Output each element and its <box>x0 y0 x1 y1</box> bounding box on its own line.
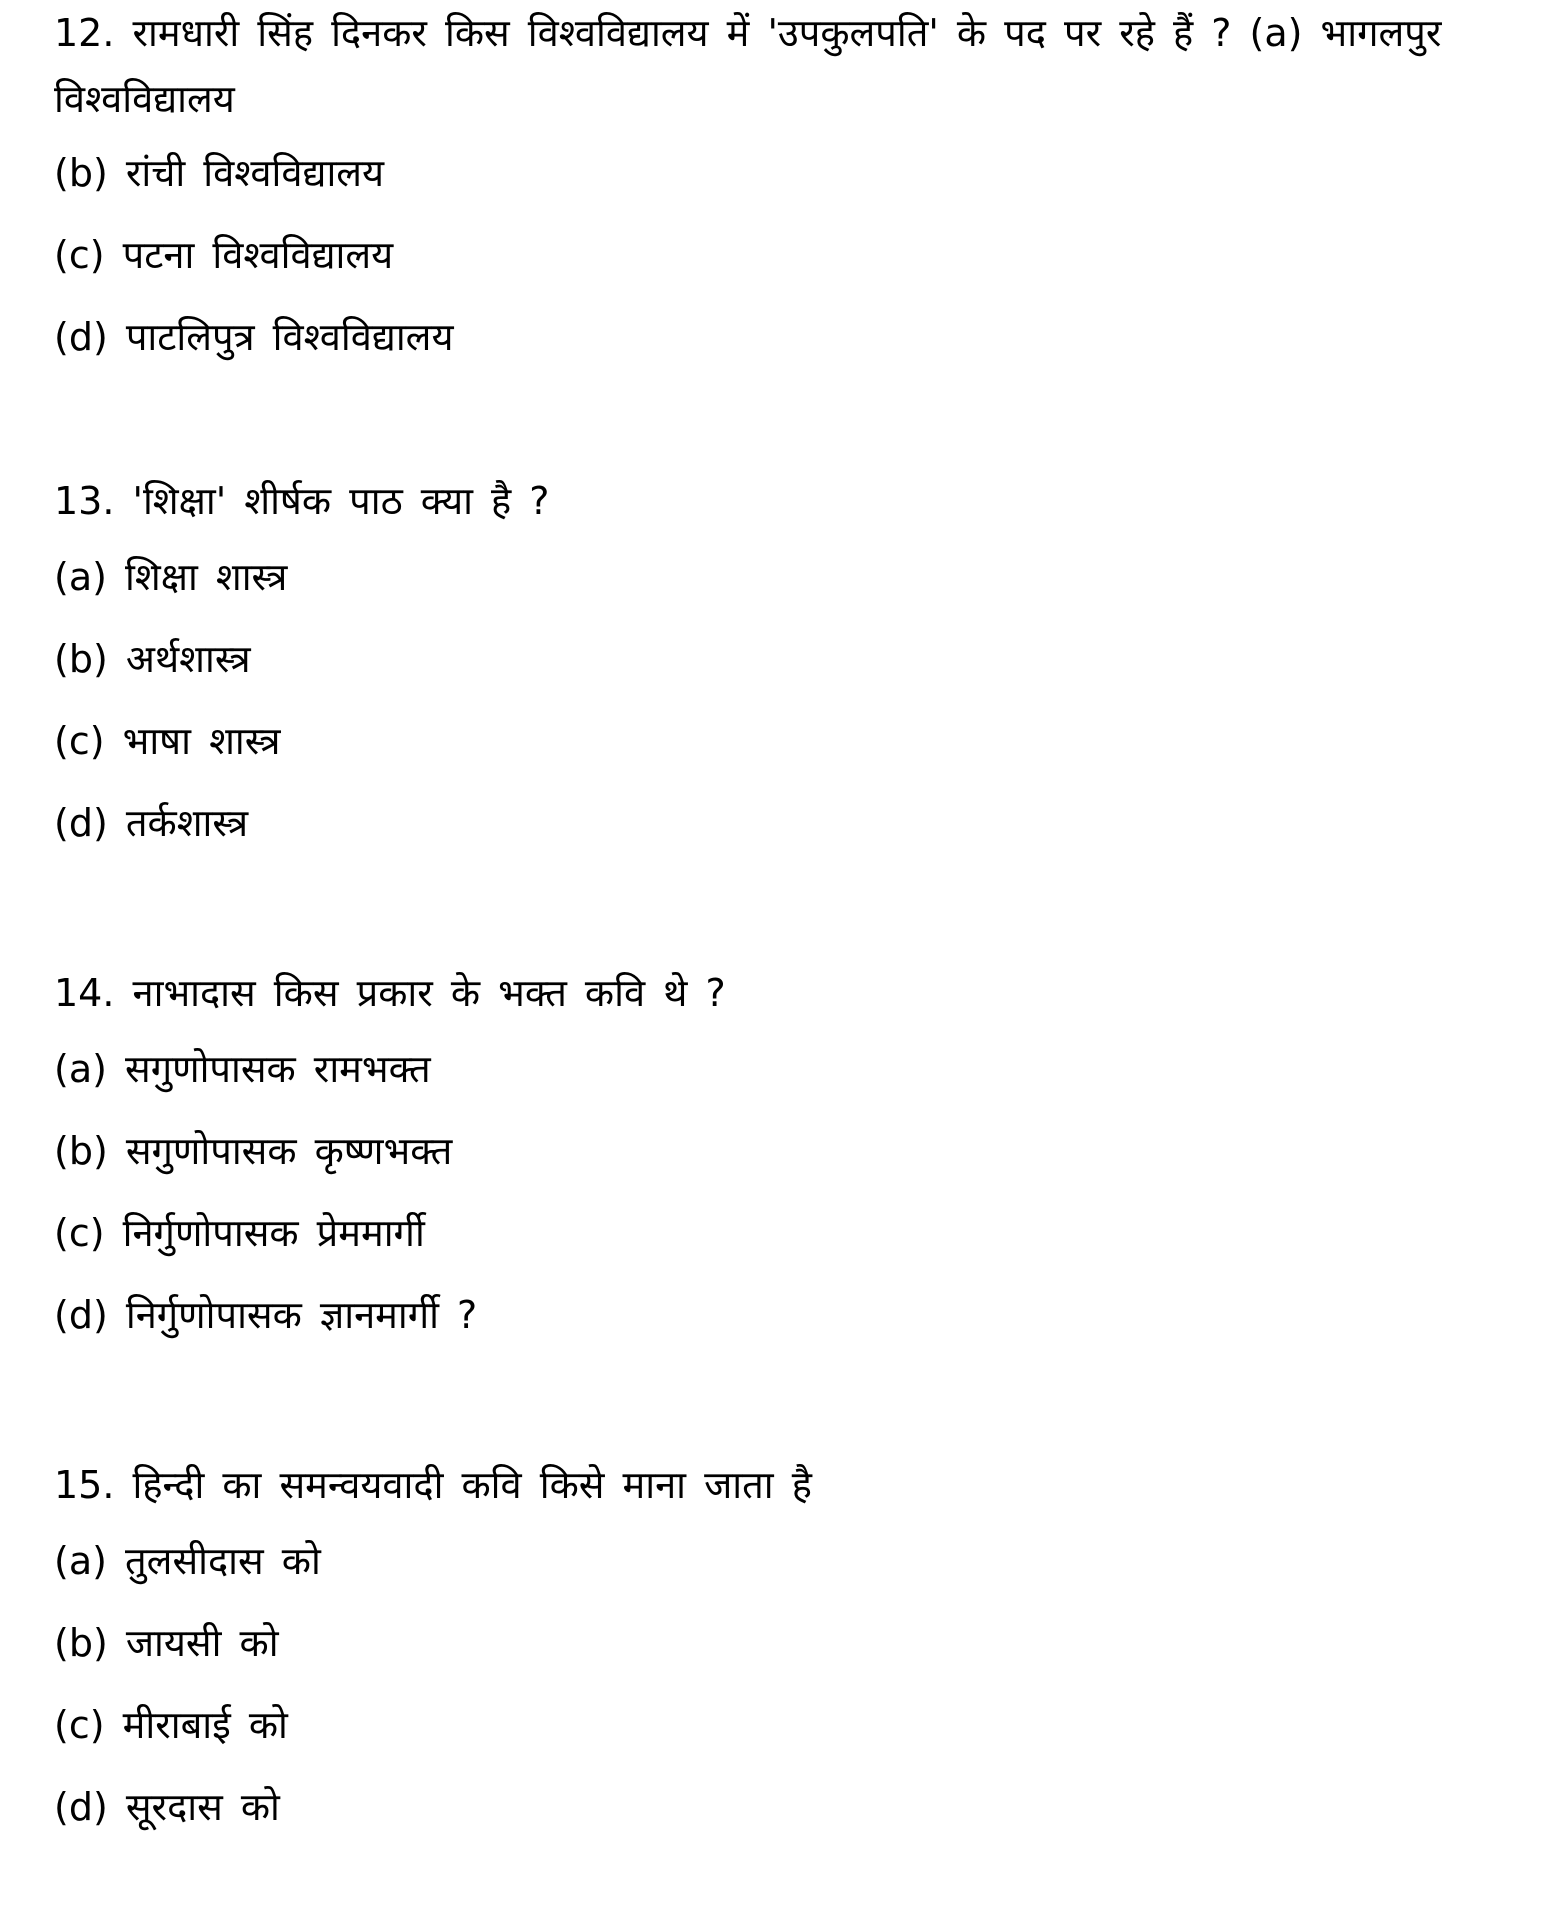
option-c: (c) निर्गुणोपासक प्रेममार्गी <box>54 1211 425 1255</box>
option-b: (b) अर्थशास्त्र <box>54 637 251 681</box>
option-b: (b) रांची विश्वविद्यालय <box>54 151 385 195</box>
question-text: 13. 'शिक्षा' शीर्षक पाठ क्या है ? <box>54 479 550 523</box>
option-c: (c) मीराबाई को <box>54 1703 288 1747</box>
question-text: 12. रामधारी सिंह दिनकर किस विश्वविद्यालय में 'उपकुलपति' के पद पर रहे हैं ? (a) भागलपुर विश्वविद्यालय <box>54 11 1442 121</box>
question-text: 14. नाभादास किस प्रकार के भक्त कवि थे ? <box>54 971 726 1015</box>
option-d: (d) तर्कशास्त्र <box>54 801 249 845</box>
option-b: (b) सगुणोपासक कृष्णभक्त <box>54 1129 453 1173</box>
option-a: (a) तुलसीदास को <box>54 1539 321 1583</box>
option-d: (d) निर्गुणोपासक ज्ञानमार्गी ? <box>54 1293 478 1337</box>
question-15 <box>54 1450 812 1848</box>
option-c: (c) पटना विश्वविद्यालय <box>54 233 394 277</box>
question-13 <box>54 466 549 864</box>
option-d: (d) सूरदास को <box>54 1785 280 1829</box>
option-c: (c) भाषा शास्त्र <box>54 719 281 763</box>
option-b: (b) जायसी को <box>54 1621 279 1665</box>
option-d: (d) पाटलिपुत्र विश्वविद्यालय <box>54 315 454 359</box>
question-text: 15. हिन्दी का समन्वयवादी कवि किसे माना जाता है <box>54 1463 812 1507</box>
option-a: (a) सगुणोपासक रामभक्त <box>54 1047 431 1091</box>
question-12 <box>54 0 1494 378</box>
option-a: (a) शिक्षा शास्त्र <box>54 555 288 599</box>
question-14 <box>54 958 726 1356</box>
